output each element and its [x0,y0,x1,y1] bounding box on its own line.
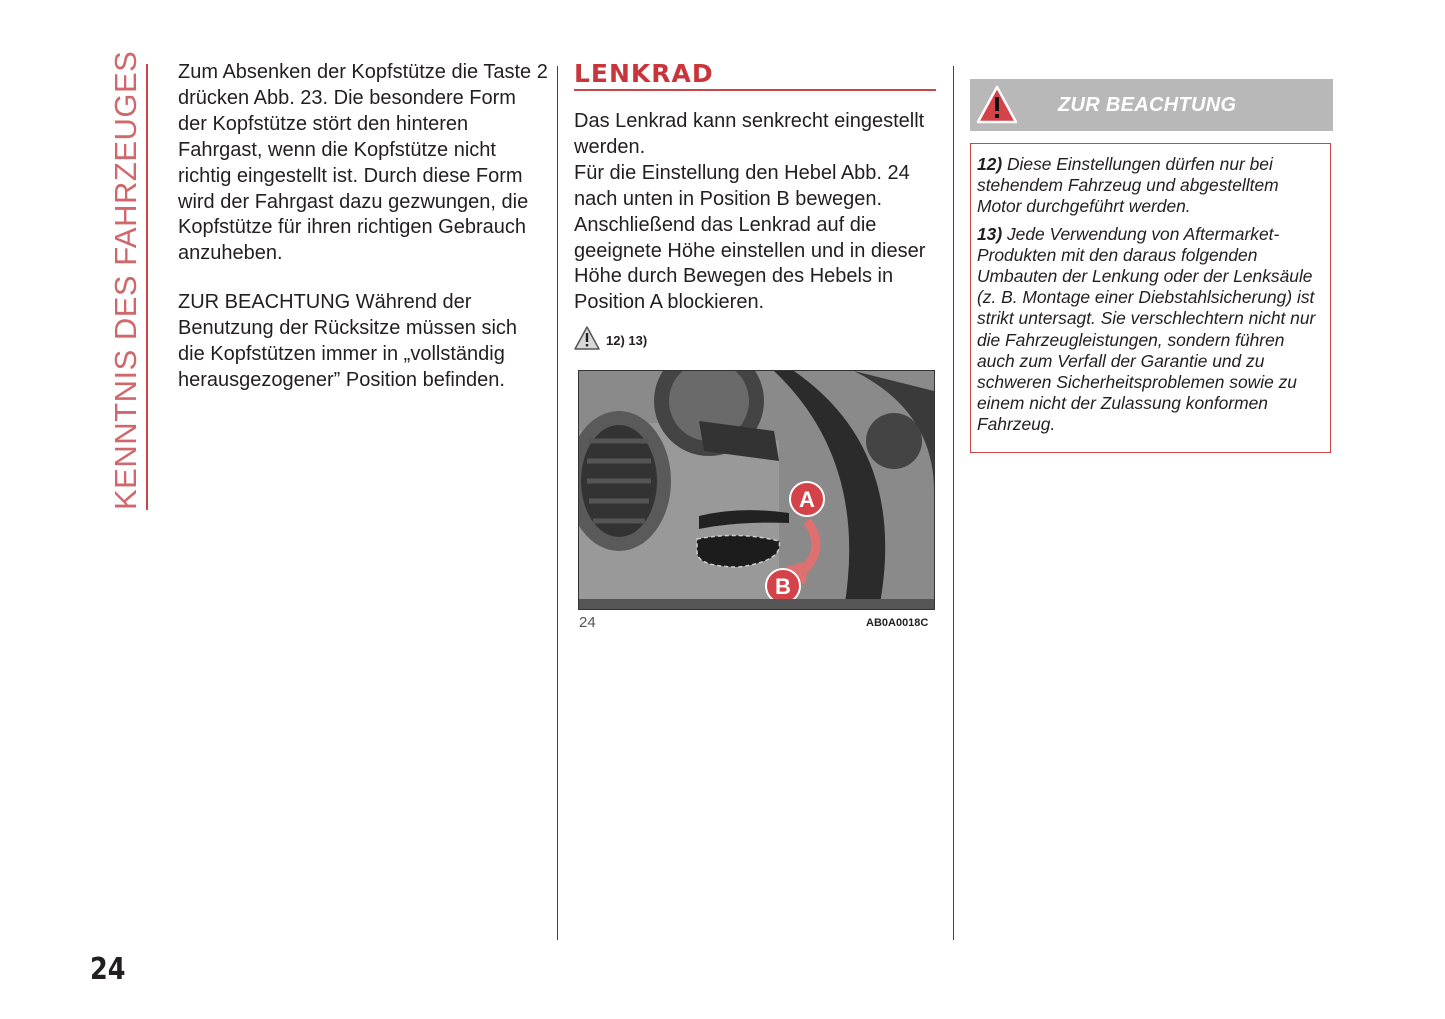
caution-box [970,143,1331,453]
chapter-title: KENNTNIS DES FAHRZEUGES [108,50,143,510]
page-number: 24 [90,952,126,987]
column-2 [574,60,938,316]
heading-rule [574,89,936,91]
caution-header [970,79,1333,131]
column-1 [178,60,548,394]
warning-triangle-icon [976,85,1018,130]
warning-refs: 12) 13) [606,333,648,348]
note-text: Diese Einstellungen dürfen nur bei stehendem Fahrzeug und abgestelltem Motor durchgeführt werden. [977,154,1279,217]
caution-title: ZUR BEACHTUNG [1058,94,1237,116]
note-text: Jede Verwendung von Aftermarket-Produkten mit den daraus folgenden Umbauten der Lenkung oder der Lenksäule (z. B. Montage einer Diebstahlsicherung) ist strikt untersagt. Sie verschlechtern nicht nur die Fahrzeugleistungen, sondern führen auch zum Verfall der Garantie und zu schweren Sicherheitsproblemen sowie zu einem nicht der Zulassung konformen Fahrzeug. [977,223,1316,435]
note-number: 12) [977,154,1003,174]
figure-label-b: B [775,574,791,599]
chapter-rule [146,64,148,510]
warning-triangle-icon [574,326,600,355]
paragraph-note: ZUR BEACHTUNG Während der Benutzung der Rücksitze müssen sich die Kopfstützen immer in „vollständig herausgezogener” Position befinden. [178,291,518,391]
figure-steering-lever [578,370,935,610]
paragraph-steering-2: Für die Einstellung den Hebel Abb. 24 nach unten in Position B bewegen. Anschließend das Lenkrad auf die geeignete Höhe einstellen und in dieser Höhe durch Bewegen des Hebels in Position A blockieren. [574,161,926,314]
figure-label-a: A [799,487,815,512]
figure-code: AB0A0018C [866,617,929,629]
figure-number: 24 [579,614,596,631]
section-heading: LENKRAD [574,59,714,88]
column-divider [557,66,558,940]
column-divider [953,66,954,940]
note-number: 13) [977,223,1003,244]
paragraph-steering-1: Das Lenkrad kann senkrecht eingestellt werden. [574,110,925,158]
warning-reference [574,326,647,355]
note-item [977,154,1326,218]
paragraph-headrest: Zum Absenken der Kopfstütze die Taste 2 drücken Abb. 23. Die besondere Form der Kopfstütze stört den hinteren Fahrgast, wenn die Kopfstütze nicht richtig eingestellt ist. Durch diese Form wird der Fahrgast dazu gezwungen, die Kopfstütze für ihren richtigen Gebrauch anzuheben. [178,61,548,265]
note-item [977,224,1326,436]
